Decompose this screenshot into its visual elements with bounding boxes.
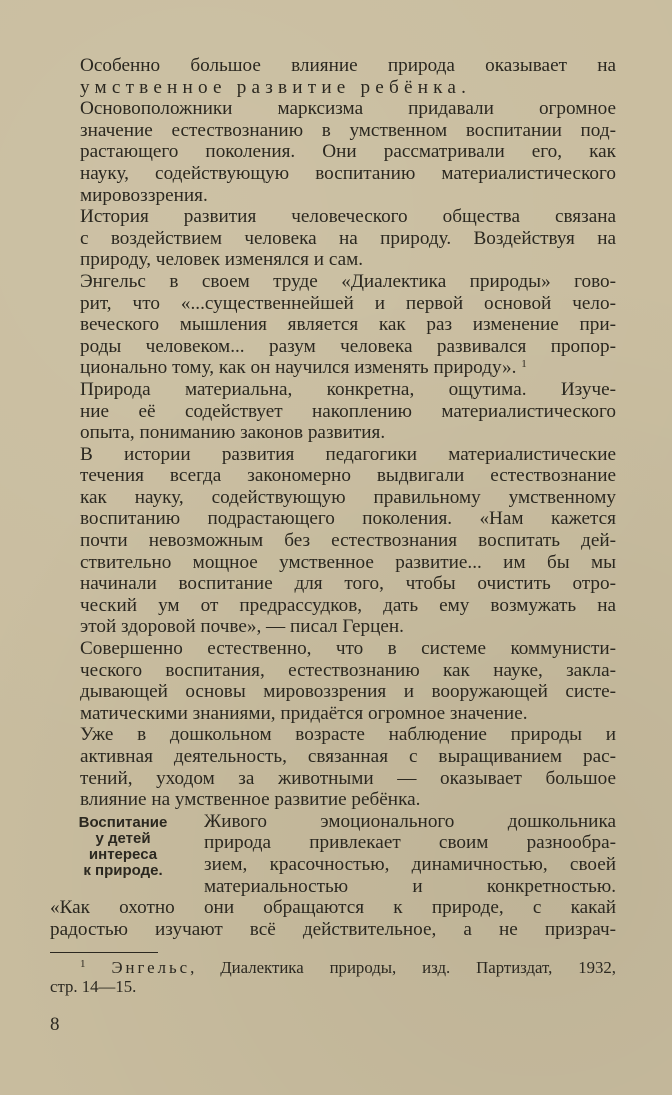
paragraph-continuation <box>50 897 616 940</box>
marginal-heading-line: Воспитание <box>78 813 168 831</box>
marginal-heading-line: у детей <box>95 829 151 847</box>
text-line: тений, уходом за животными — оказывает большое <box>80 767 616 789</box>
text-line: науку, содействующую воспитанию материалистического <box>80 162 616 184</box>
text-line: активная деятельность, связанная с выращиванием рас- <box>80 746 616 767</box>
emphasized-line: умственное развитие ребёнка. <box>80 76 472 98</box>
paragraph-5 <box>50 379 616 444</box>
text-line: растающего поколения. Они рассматривали его, как <box>80 141 616 163</box>
text-line: Живого эмоционального дошкольника <box>204 810 616 832</box>
text-line: Природа материальна, конкретна, ощутима. Изуче- <box>80 378 616 400</box>
text-line: Основоположники марксизма придавали огромное <box>80 98 616 120</box>
text-line: История развития человеческого общества связана <box>80 206 616 228</box>
text-line: с воздействием человека на природу. Воздействуя на <box>80 227 616 249</box>
text-line: Особенно большое влияние природа оказывает на <box>80 55 616 76</box>
text-line: веческого мышления является как раз изменение при- <box>80 314 616 336</box>
text-line: матическими знаниями, придаётся огромное значение. <box>80 702 528 724</box>
book-page <box>50 55 616 1036</box>
text-line: мировоззрения. <box>80 184 208 206</box>
text-line: начинали воспитание для того, чтобы очистить отро- <box>80 573 616 595</box>
text-line: опыта, пониманию законов развития. <box>80 422 386 444</box>
footnote-author: Энгельс <box>111 958 191 978</box>
marginal-heading <box>50 811 196 897</box>
text-line <box>50 357 616 379</box>
paragraph-4 <box>50 271 616 379</box>
footnote <box>50 958 616 996</box>
text-line: природа привлекает своим разнообра- <box>204 832 616 854</box>
text-line: ческого воспитания, естествознанию как науке, закла- <box>80 659 616 681</box>
text-line-content: ционально тому, как он научился изменять природу». <box>80 357 517 379</box>
footnote-divider <box>50 952 158 953</box>
text-line: В истории развития педагогики материалистические <box>80 443 616 465</box>
footnote-line: стр. 14—15. <box>50 977 137 997</box>
text-line: воспитанию подрастающего поколения. «Нам кажется <box>80 508 616 530</box>
footnote-marker: 1 <box>80 958 86 971</box>
text-line: почти невозможным без естествознания воспитать дей- <box>80 530 616 552</box>
text-line: роды человеком... разум человека развивался пропор- <box>80 335 616 357</box>
text-line: дывающей основы мировоззрения и вооружающей систе- <box>80 681 616 703</box>
paragraph-1 <box>50 55 616 98</box>
text-line: радостью изучают всё действительное, а не призрач- <box>50 918 616 940</box>
paragraph-8 <box>50 724 616 810</box>
paragraph-3 <box>50 206 616 271</box>
text-line: зием, красочностью, динамичностью, своей <box>204 853 616 875</box>
footnote-text: , Диалектика природы, изд. Партиздат, 1932, <box>190 958 617 978</box>
footnote-line <box>50 958 616 977</box>
text-line: влияние на умственное развитие ребёнка. <box>80 789 421 811</box>
text-line: Энгельс в своем труде «Диалектика природы» гово- <box>80 270 616 292</box>
text-line: Уже в дошкольном возрасте наблюдение природы и <box>80 724 616 746</box>
text-line: течения всегда закономерно выдвигали естествознание <box>80 465 616 487</box>
footnote-reference[interactable]: 1 <box>521 358 527 371</box>
marginal-heading-block <box>50 811 616 897</box>
text-line: ние её содействует накоплению материалистического <box>80 400 616 422</box>
paragraph-6 <box>50 444 616 638</box>
text-line: ческий ум от предрассудков, дать ему возмужать на <box>80 594 616 616</box>
paragraph-7 <box>50 638 616 724</box>
text-line: природу, человек изменялся и сам. <box>80 249 364 271</box>
text-line: значение естествознанию в умственном воспитании под- <box>80 119 616 141</box>
text-line: рит, что «...существеннейшей и первой основой чело- <box>80 292 616 314</box>
side-paragraph <box>196 811 616 897</box>
text-line: материальностью и конкретностью. <box>204 875 616 897</box>
text-line: как науку, содействующую правильному умственному <box>80 486 616 508</box>
paragraph-2 <box>50 98 616 206</box>
marginal-heading-line: к природе. <box>83 861 163 879</box>
text-line: этой здоровой почве», — писал Герцен. <box>80 616 404 638</box>
text-line: Совершенно естественно, что в системе коммунисти- <box>80 638 616 660</box>
text-line: «Как охотно они обращаются к природе, с какай <box>50 897 616 919</box>
text-line: ствительно мощное умственное развитие... им бы мы <box>80 551 616 573</box>
marginal-heading-line: интереса <box>88 845 158 863</box>
page-number: 8 <box>50 1014 60 1036</box>
